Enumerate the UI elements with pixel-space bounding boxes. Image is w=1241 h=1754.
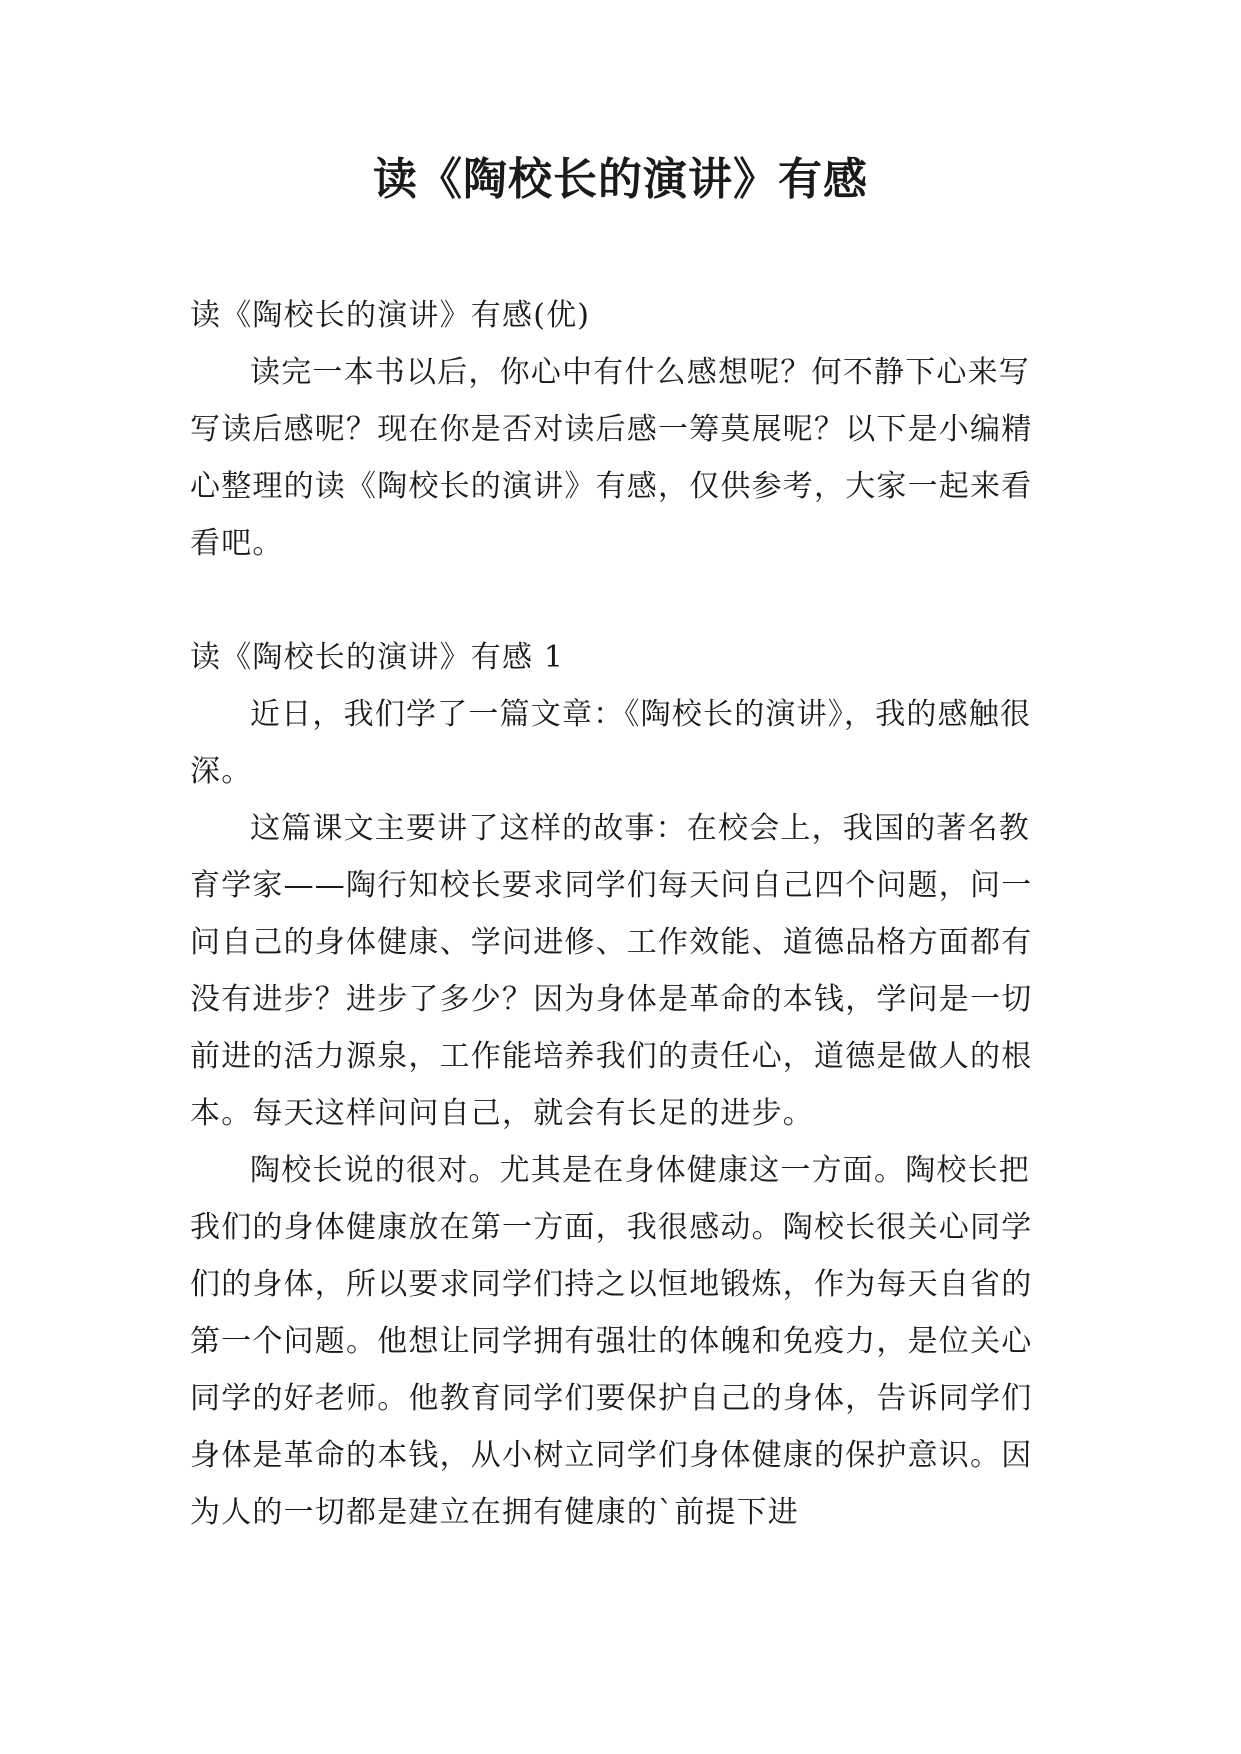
body-paragraph: 陶校长说的很对。尤其是在身体健康这一方面。陶校长把我们的身体健康放在第一方面，我很感动。陶校长很关心同学们的身体，所以要求同学们持之以恒地锻炼，作为每天自省的第一个问题。他想让同学拥有强壮的体魄和免疫力，是位关心同学的好老师。他教育同学们要保护自己的身体，告诉同学们身体是革命的本钱，从小树立同学们身体健康的保护意识。因为人的一切都是建立在拥有健康的`前提下进 [190,1153,1033,1530]
document-title: 读《陶校长的演讲》有感 [373,154,868,205]
document-body [190,287,1052,1541]
section-heading-intro: 读《陶校长的演讲》有感(优) [190,298,591,333]
section-spacer [190,572,1052,629]
body-paragraph: 这篇课文主要讲了这样的故事：在校会上，我国的著名教育学家——陶行知校长要求同学们每天问自己四个问题，问一问自己的身体健康、学问进修、工作效能、道德品格方面都有没有进步？进步了多少？因为身体是革命的本钱，学问是一切前进的活力源泉，工作能培养我们的责任心，道德是做人的根本。每天这样问问自己，就会有长足的进步。 [190,811,1033,1131]
body-paragraph: 近日，我们学了一篇文章：《陶校长的演讲》，我的感触很深。 [190,697,1032,789]
intro-paragraph: 读完一本书以后，你心中有什么感想呢？何不静下心来写写读后感呢？现在你是否对读后感一筹莫展呢？以下是小编精心整理的读《陶校长的演讲》有感，仅供参考，大家一起来看看吧。 [190,355,1033,561]
section-heading-1: 读《陶校长的演讲》有感 1 [190,640,565,675]
